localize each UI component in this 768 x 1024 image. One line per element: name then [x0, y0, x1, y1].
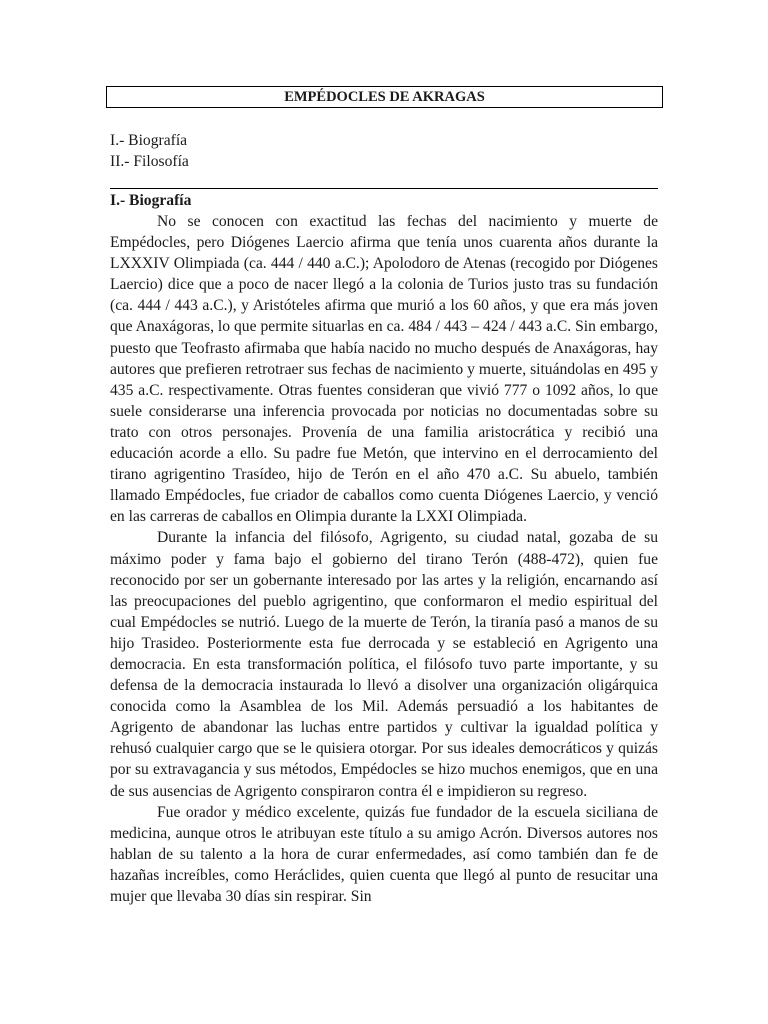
section-heading: I.- Biografía: [110, 192, 192, 209]
toc-item-biografia: I.- Biografía: [110, 132, 188, 149]
paragraph-1: No se conocen con exactitud las fechas del nacimiento y muerte de Empédocles, pero Diógenes Laercio afirma que tenía unos cuarenta años durante la LXXXIV Olimpiada (ca. 444 / 440 a.C.); Apolodoro de Atenas (recogido por Diógenes Laercio) dice que a poco de nacer llegó a la colonia de Turios justo tras su fundación (ca. 444 / 443 a.C.), y Aristóteles afirma que murió a los 60 años, y que era más joven que Anaxágoras, lo que permite situarlas en ca. 484 / 443 – 424 / 443 a.C. Sin embargo, puesto que Teofrasto afirmaba que había nacido no mucho después de Anaxágoras, hay autores que prefieren retrotraer sus fechas de nacimiento y muerte, situándolas en 495 y 435 a.C. respectivamente. Otras fuentes consideran que vivió 777 o 1092 años, lo que suele considerarse una inferencia provocada por noticias no documentadas sobre su trato con otros personajes. Provenía de una familia aristocrática y recibió una educación acorde a ello. Su padre fue Metón, que intervino en el derrocamiento del tirano agrigentino Trasídeo, hijo de Terón en el año 470 a.C. Su abuelo, también llamado Empédocles, fue criador de caballos como cuenta Diógenes Laercio, y venció en las carreras de caballos en Olimpia durante la LXXI Olimpiada.: [110, 213, 658, 526]
section-divider: [110, 188, 658, 189]
table-of-contents: [110, 130, 189, 172]
section-biografia: [110, 190, 658, 907]
paragraph-2: Durante la infancia del filósofo, Agrigento, su ciudad natal, gozaba de su máximo poder y fama bajo el gobierno del tirano Terón (488-472), quien fue reconocido por ser un gobernante interesado por las artes y la religión, encarnando así las preocupaciones del pueblo agrigentino, que conformaron el medio espiritual del cual Empédocles se nutrió. Luego de la muerte de Terón, la tiranía pasó a manos de su hijo Trasideo. Posteriormente esta fue derrocada y se estableció en Agrigento una democracia. En esta transformación política, el filósofo tuvo parte importante, y su defensa de la democracia instaurada lo llevó a disolver una organización oligárquica conocida como la Asamblea de los Mil. Además persuadió a los habitantes de Agrigento de abandonar las luchas entre partidos y cultivar la igualdad política y rehusó cualquier cargo que se le quisiera otorgar. Por sus ideales democráticos y quizás por su extravagancia y sus métodos, Empédocles se hizo muchos enemigos, que en una de sus ausencias de Agrigento conspiraron contra él e impidieron su regreso.: [110, 529, 658, 800]
toc-item-filosofia: II.- Filosofía: [110, 153, 189, 170]
document-title: EMPÉDOCLES DE AKRAGAS: [106, 86, 663, 108]
paragraph-3: Fue orador y médico excelente, quizás fue fundador de la escuela siciliana de medicina, aunque otros le atribuyan este título a su amigo Acrón. Diversos autores nos hablan de su talento a la hora de curar enfermedades, así como también dan fe de hazañas increíbles, como Heráclides, quien cuenta que llegó al punto de resucitar una mujer que llevaba 30 días sin respirar. Sin: [110, 803, 658, 905]
